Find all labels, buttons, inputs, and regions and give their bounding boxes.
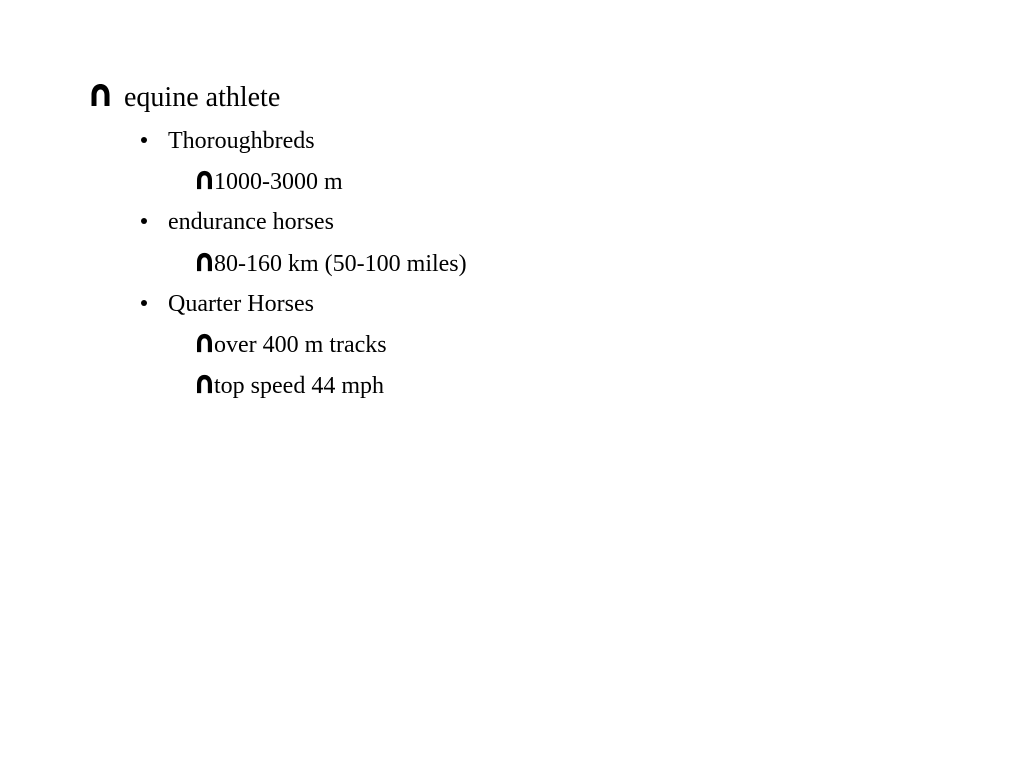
horseshoe-icon — [196, 170, 213, 190]
outline-item-text: Thoroughbreds — [168, 128, 315, 154]
outline-item-level2 — [141, 292, 314, 316]
horseshoe-icon — [196, 252, 213, 272]
bullet-dot-icon — [141, 218, 147, 224]
bullet-dot-icon — [141, 137, 147, 143]
outline-item-level3 — [196, 252, 467, 276]
outline-item-text: top speed 44 mph — [214, 373, 384, 399]
bullet-dot-icon — [141, 300, 147, 306]
outline-item-text: 1000-3000 m — [214, 169, 343, 195]
outline-item-text: 80-160 km (50-100 miles) — [214, 251, 467, 277]
outline-item-level2 — [141, 129, 315, 153]
outline-item-level3 — [196, 333, 387, 357]
outline-item-text: over 400 m tracks — [214, 332, 387, 358]
outline-item-level3 — [196, 374, 384, 398]
horseshoe-icon — [196, 374, 213, 394]
outline-item-text: equine athlete — [124, 82, 281, 113]
outline-item-text: endurance horses — [168, 209, 334, 235]
horseshoe-icon — [90, 83, 111, 107]
outline-item-level3 — [196, 170, 343, 194]
horseshoe-icon — [196, 333, 213, 353]
outline-item-level2 — [141, 210, 334, 234]
outline-item-level1 — [90, 83, 280, 112]
outline-item-text: Quarter Horses — [168, 291, 314, 317]
